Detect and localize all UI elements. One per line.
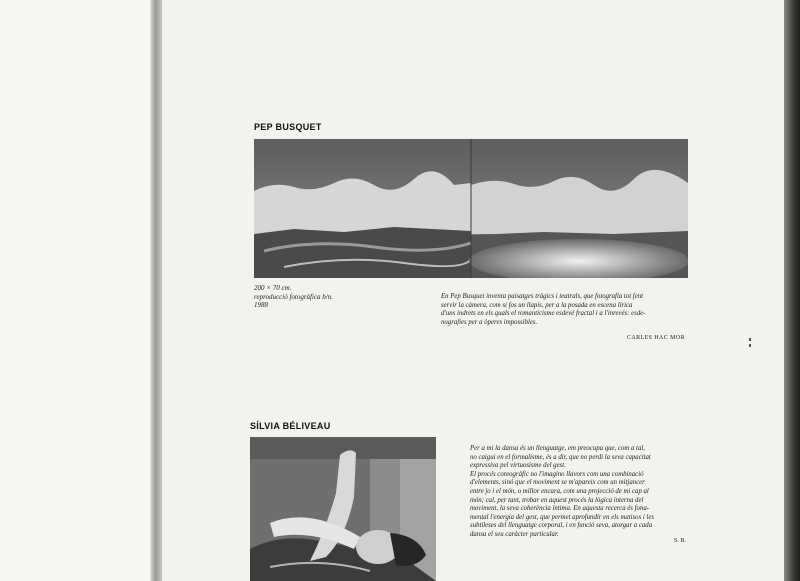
text-line: dansa el seu caràcter particular. bbox=[470, 530, 559, 538]
statement-signature: S. B. bbox=[674, 538, 686, 544]
text-line: expressiva pel virtuosisme del gest. bbox=[470, 462, 566, 470]
caption-dimensions: 200 × 70 cm. bbox=[254, 284, 292, 292]
left-page bbox=[0, 0, 150, 581]
text-line: no caigui en el formalisme, és a dir, que no perdi la seva capacitat bbox=[470, 453, 651, 461]
caption-year: 1988 bbox=[254, 301, 268, 309]
book-gutter bbox=[150, 0, 162, 581]
text-line: servir la càmera, com si fos un llapis, per a la posada en escena lírica bbox=[441, 301, 633, 309]
text-line: entre jo i el món, o millor encara, com una projecció de mi cap al bbox=[470, 487, 649, 495]
dancer-photograph bbox=[250, 437, 436, 581]
text-line: moviment, la seva coherència íntima. En aquesta recerca és fona- bbox=[470, 505, 649, 513]
text-line: nografies per a òperes impossibles. bbox=[441, 318, 538, 326]
artwork-caption bbox=[254, 284, 333, 310]
text-line: d'uns indrets en els quals el romanticisme esdevé fractal i a l'inrevés: esde- bbox=[441, 310, 646, 318]
text-line: d'elements, sinó que el moviment se m'apareix com un mitjancer bbox=[470, 479, 645, 487]
caption-technique: reproducció fotogràfica b/n. bbox=[254, 292, 333, 301]
text-line: El procés coreogràfic no l'imagino llavors com una combinació bbox=[470, 470, 644, 478]
artist-heading-pep-busquet: PEP BUSQUET bbox=[254, 122, 322, 132]
text-line: En Pep Busquet inventa paisatges tràgics i teatrals, que fotografia tot fent bbox=[441, 293, 643, 300]
author-signature: CARLES HAC MOR bbox=[627, 335, 685, 341]
text-line: món; cal, per tant, trobar en aquest procés la lògica interna del bbox=[470, 496, 644, 504]
text-line: Per a mi la dansa és un llenguatge, em preocupa que, com a tal, bbox=[470, 445, 645, 452]
critic-text bbox=[441, 293, 689, 327]
landscape-photograph bbox=[254, 139, 688, 278]
artist-heading-silvia-beliveau: SÍLVIA BÉLIVEAU bbox=[250, 421, 331, 431]
text-line: subtileses del llenguatge corporal, i en funció seva, atorgar a cada bbox=[470, 522, 653, 530]
margin-mark bbox=[749, 338, 751, 354]
text-line: mental l'energia del gest, que permet aprofundir en els matisos i les bbox=[470, 513, 655, 521]
artist-statement bbox=[470, 445, 710, 540]
right-page bbox=[162, 0, 784, 581]
book-edge-shadow bbox=[784, 0, 800, 581]
